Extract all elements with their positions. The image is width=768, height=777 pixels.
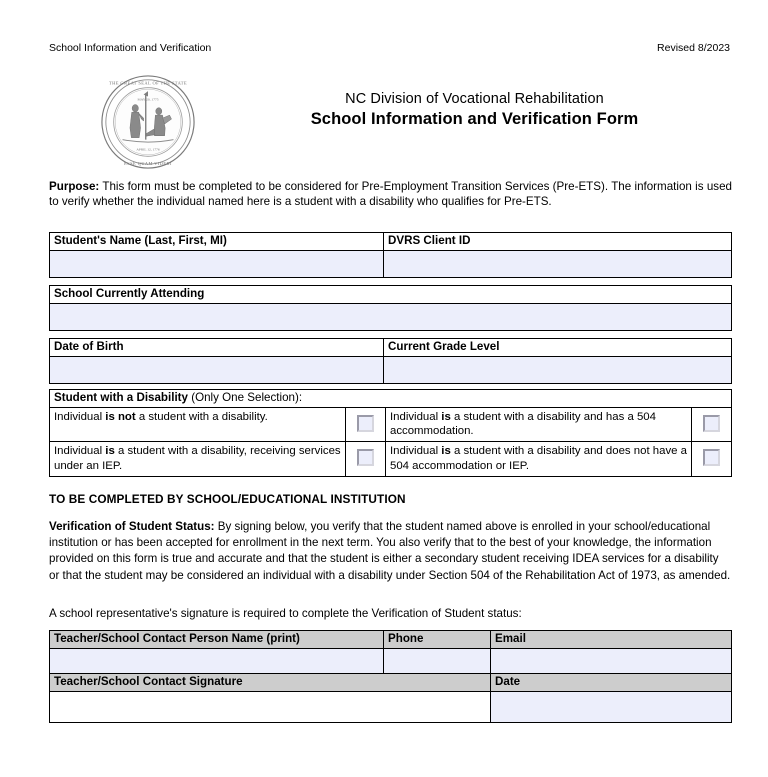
dvrs-client-id-header: DVRS Client ID (384, 233, 732, 251)
phone-field[interactable] (384, 649, 491, 674)
disability-option-1-label (386, 408, 692, 442)
student-name-field[interactable] (50, 251, 384, 278)
opt1-emphasis: is (441, 411, 451, 423)
title-block (219, 90, 730, 130)
grade-level-field[interactable] (384, 357, 732, 384)
purpose-paragraph (49, 180, 732, 209)
school-attending-table (49, 285, 732, 331)
school-attending-field[interactable] (50, 304, 732, 331)
date-of-birth-header: Date of Birth (50, 339, 384, 357)
table-row (50, 408, 732, 442)
disability-option-2-label (50, 442, 346, 476)
checkbox-no-504-or-iep[interactable] (703, 449, 720, 466)
student-name-header: Student's Name (Last, First, MI) (50, 233, 384, 251)
verification-paragraph (49, 519, 732, 584)
contact-name-header: Teacher/School Contact Person Name (print) (50, 631, 384, 649)
opt0-emphasis: is not (105, 411, 136, 423)
opt1-post: a student with a disability and has a 504 accommodation. (390, 411, 656, 438)
disability-option-3-checkbox-cell[interactable] (692, 442, 732, 476)
checkbox-iep-services[interactable] (357, 449, 374, 466)
table-row (50, 631, 732, 649)
contact-signature-table (49, 630, 732, 723)
date-header: Date (491, 674, 732, 692)
opt2-emphasis: is (105, 445, 115, 458)
disability-option-1-checkbox-cell[interactable] (692, 408, 732, 442)
checkbox-not-a-student-with-disability[interactable] (357, 415, 374, 432)
table-row (50, 674, 732, 692)
table-row (50, 357, 732, 384)
agency-name: NC Division of Vocational Rehabilitation (345, 91, 604, 107)
contact-name-field[interactable] (50, 649, 384, 674)
svg-text:MAY 20, 1775: MAY 20, 1775 (137, 97, 159, 102)
masthead (49, 68, 730, 168)
verification-text: By signing below, you verify that the student named above is enrolled in your school/educational institution or has been accepted for enrollment in the next term. You also verify that to the best of your knowledge, the information provided on this form is true and accurate and that the student is either a secondary student receiving IDEA services for a disability or that the student may be considered an individual with a disability under Section 504 of the Rehabilitation Act of 1973, as amended. (49, 520, 731, 582)
student-name-table (49, 232, 732, 278)
table-row (50, 692, 732, 723)
opt3-emphasis: is (441, 445, 451, 458)
signature-field[interactable] (50, 692, 491, 723)
disability-header-note: (Only One Selection): (188, 391, 303, 404)
signature-header: Teacher/School Contact Signature (50, 674, 491, 692)
verification-label: Verification of Student Status: (49, 520, 215, 533)
disability-option-0-checkbox-cell[interactable] (346, 408, 386, 442)
opt1-pre: Individual (390, 411, 442, 423)
email-field[interactable] (491, 649, 732, 674)
table-row (50, 442, 732, 476)
opt3-post: a student with a disability and does not have a 504 accommodation or IEP. (390, 445, 687, 472)
dvrs-client-id-field[interactable] (384, 251, 732, 278)
table-row (50, 251, 732, 278)
table-row (50, 390, 732, 408)
school-attending-header: School Currently Attending (50, 286, 732, 304)
disability-option-0-label (50, 408, 346, 442)
disability-header-bold: Student with a Disability (54, 391, 188, 404)
date-field[interactable] (491, 692, 732, 723)
opt2-pre: Individual (54, 445, 106, 458)
running-head-left: School Information and Verification (49, 42, 212, 54)
opt0-pre: Individual (54, 411, 106, 423)
grade-level-header: Current Grade Level (384, 339, 732, 357)
dob-grade-table (49, 338, 732, 384)
email-header: Email (491, 631, 732, 649)
purpose-label: Purpose: (49, 180, 100, 193)
table-row (50, 286, 732, 304)
table-row (50, 339, 732, 357)
running-head-revision: Revised 8/2023 (657, 42, 730, 54)
disability-option-3-label (386, 442, 692, 476)
opt0-post: a student with a disability. (135, 411, 268, 423)
disability-option-2-checkbox-cell[interactable] (346, 442, 386, 476)
opt2-post: a student with a disability, receiving services under an IEP. (54, 445, 341, 472)
opt3-pre: Individual (390, 445, 442, 458)
checkbox-has-504-accommodation[interactable] (703, 415, 720, 432)
running-head (49, 42, 730, 55)
date-of-birth-field[interactable] (50, 357, 384, 384)
svg-text:APRIL 12, 1776: APRIL 12, 1776 (136, 147, 160, 152)
purpose-text: This form must be completed to be considered for Pre-Employment Transition Services (Pre-ETS). The information is used to verify whether the individual named here is a student with a disability who qualifies for Pre-ETS. (49, 180, 732, 208)
signature-note: A school representative's signature is required to complete the Verification of Student status: (49, 607, 522, 620)
disability-selection-table (49, 389, 732, 477)
table-row (50, 233, 732, 251)
table-row (50, 304, 732, 331)
nc-state-seal-icon (99, 73, 197, 171)
phone-header: Phone (384, 631, 491, 649)
table-row (50, 649, 732, 674)
form-title: School Information and Verification Form (310, 110, 639, 128)
svg-text:THE GREAT SEAL OF THE STATE: THE GREAT SEAL OF THE STATE (108, 80, 188, 86)
disability-section-header (50, 390, 732, 408)
svg-text:ESSE QUAM VIDERI: ESSE QUAM VIDERI (124, 161, 172, 167)
school-section-heading: TO BE COMPLETED BY SCHOOL/EDUCATIONAL INSTITUTION (49, 492, 406, 506)
